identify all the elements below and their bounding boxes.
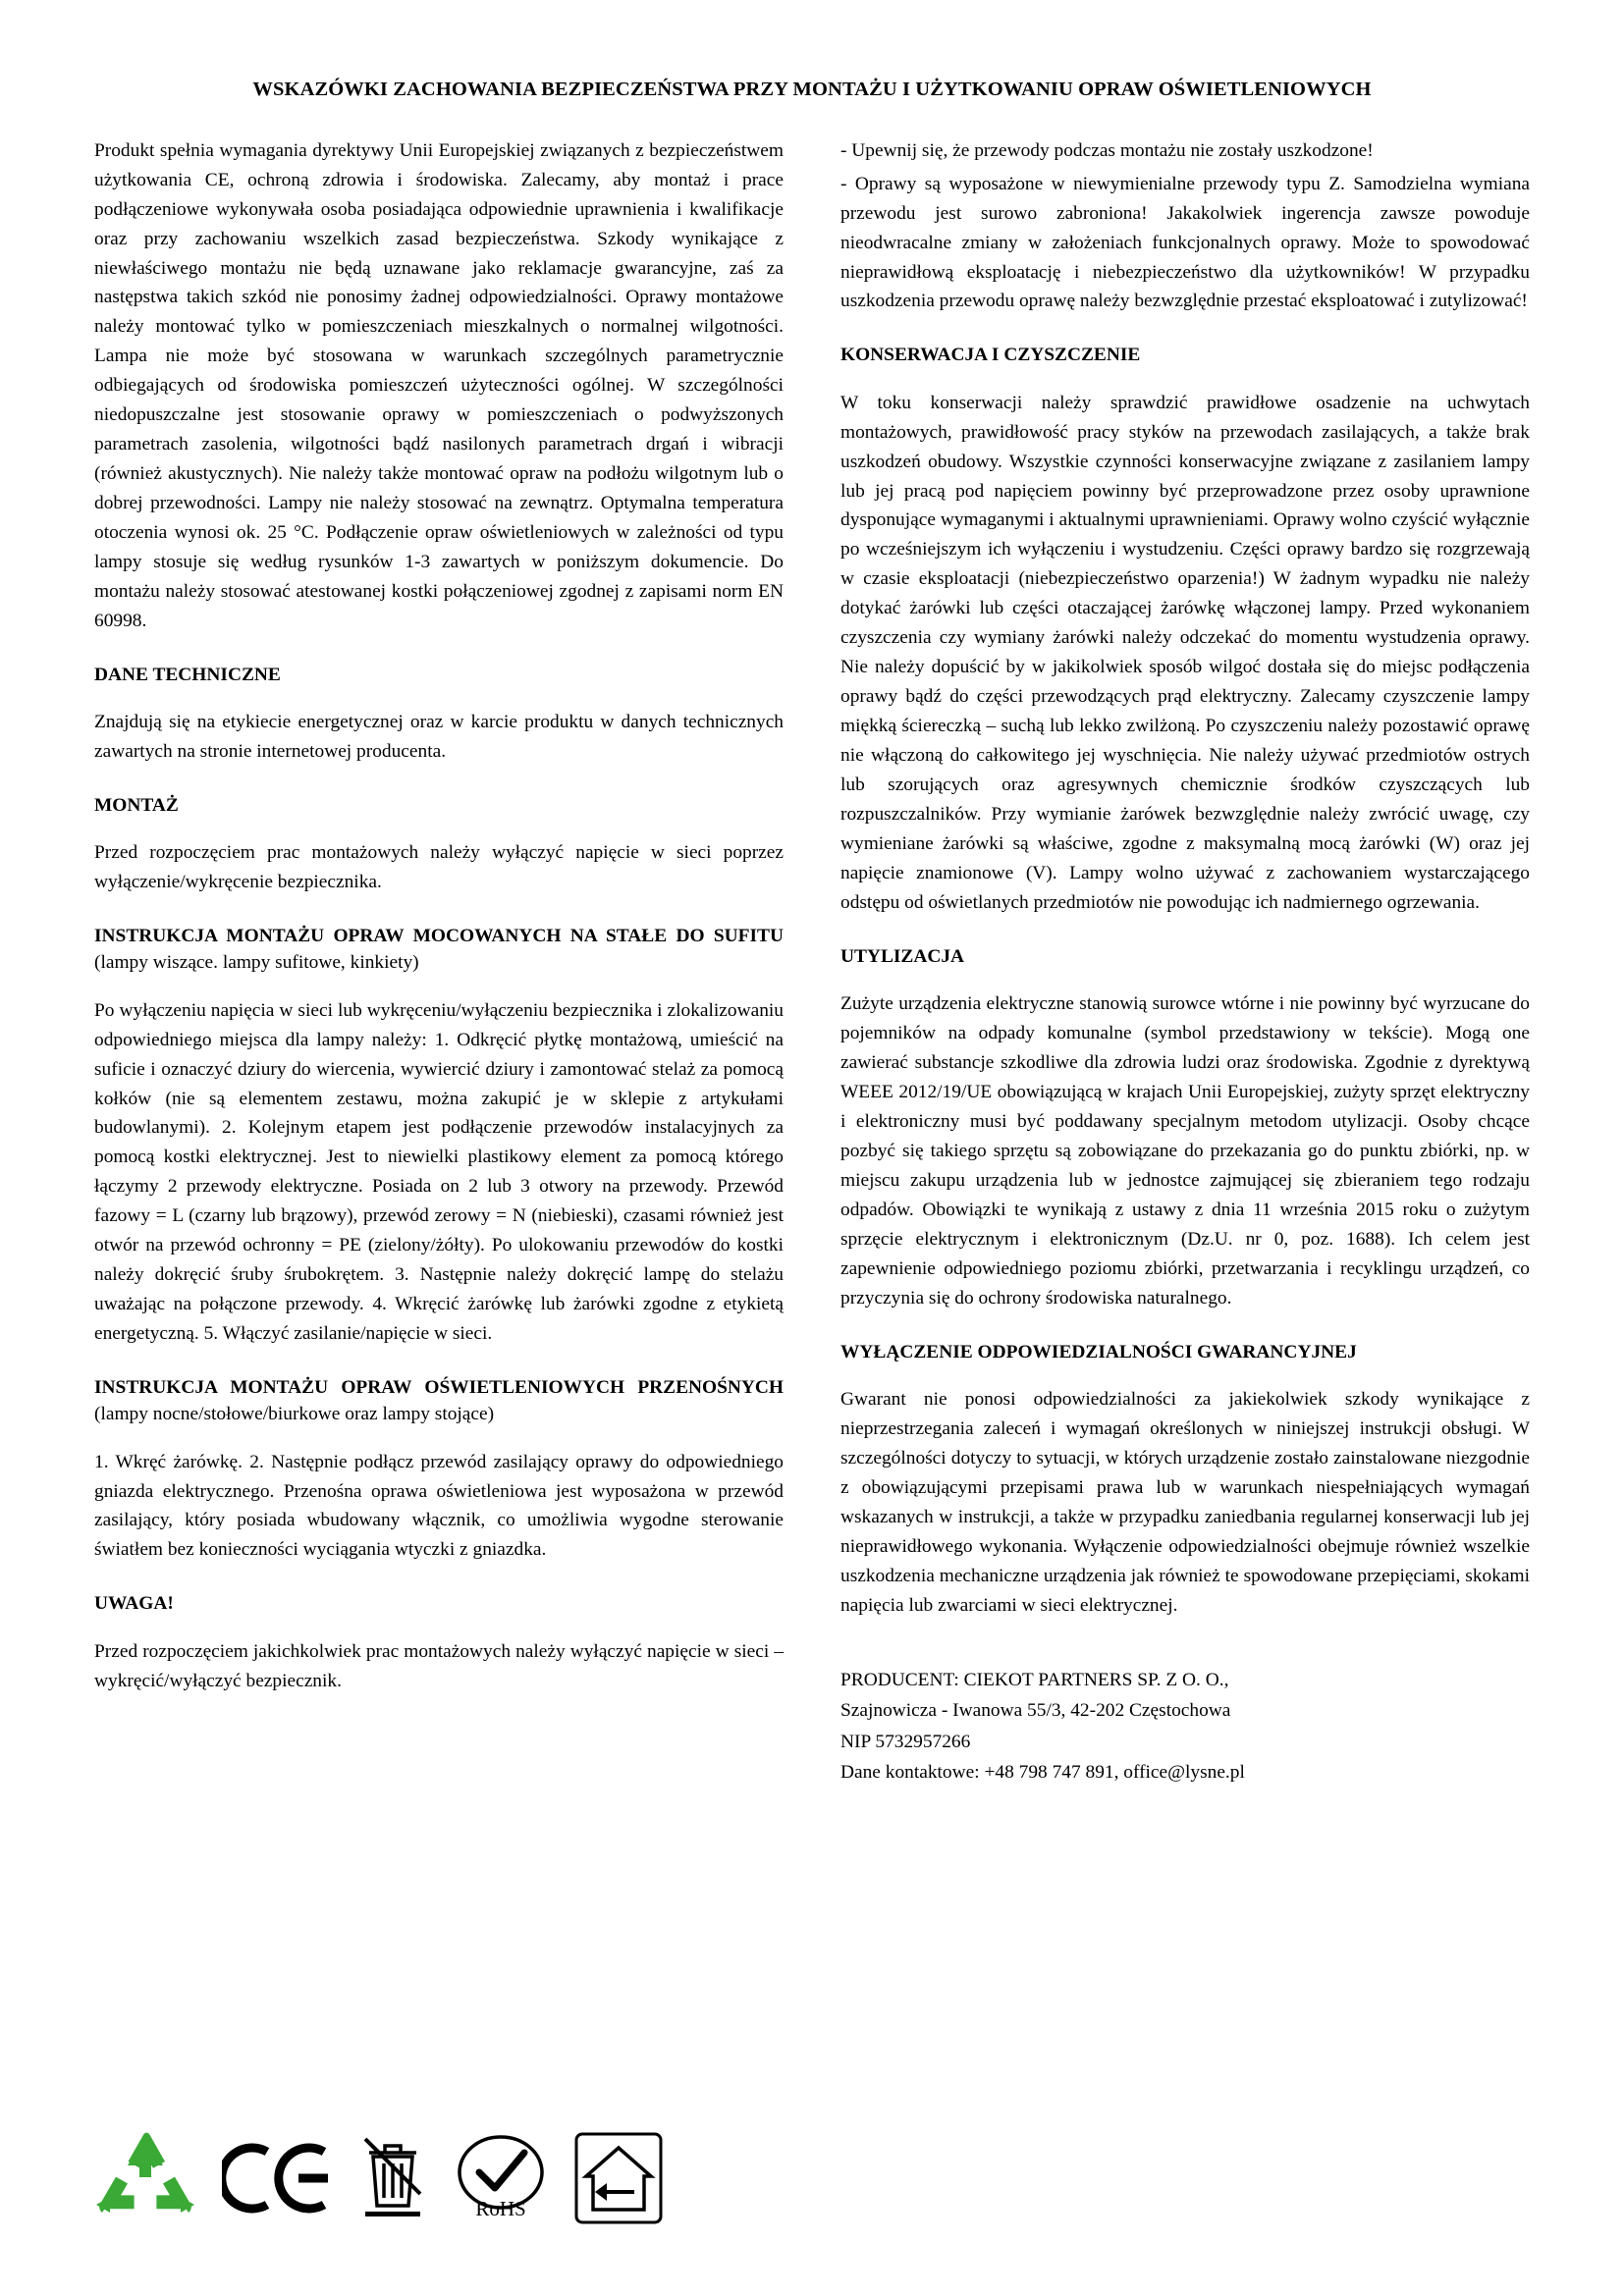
heading-instrukcja-stale-bold: INSTRUKCJA MONTAŻU OPRAW MOCOWANYCH NA STAŁE DO SUFITU — [94, 926, 784, 947]
ce-mark-icon — [222, 2139, 332, 2217]
left-column — [94, 136, 784, 1696]
heading-instrukcja-przenosne-note: (lampy nocne/stołowe/biurkowe oraz lampy stojące) — [94, 1404, 495, 1425]
intro-paragraph: Produkt spełnia wymagania dyrektywy Unii Europejskiej związanych z bezpieczeństwem użytkowania CE, ochroną zdrowia i środowiska. Zalecamy, aby montaż i prace podłączeniowe wykonywała osoba posiadająca odpowiednie uprawnienia i kwalifikacje oraz przy zachowaniu wszelkich zasad bezpieczeństwa. Szkody wynikające z niewłaściwego montażu nie będą uznawane jako reklamacje gwarancyjne, zaś za następstwa takich szkód nie ponosimy żadnej odpowiedzialności. Oprawy montażowe należy montować tylko w pomieszczeniach mieszkalnych o normalnej wilgotności. Lampa nie może być stosowana w warunkach szczególnych parametrycznie odbiegających od środowiska pomieszczeń użyteczności ogólnej. W szczególności niedopuszczalne jest stosowanie oprawy w pomieszczeniach o podwyższonych parametrach zasolenia, wilgotności bądź nasilonych parametrach drgań i wibracji (również akustycznych). Nie należy także montować opraw na podłożu wilgotnym lub o dobrej przewodności. Lampy nie należy stosować na zewnątrz. Optymalna temperatura otoczenia wynosi ok. 25 °C. Podłączenie opraw oświetleniowych w zależności od typu lampy stosuje się według rysunków 1-3 zawartych w poniższym dokumencie. Do montażu należy stosować atestowanej kostki połączeniowej zgodnej z zapisami norm EN 60998. — [94, 139, 784, 632]
heading-instrukcja-stale-note: (lampy wiszące. lampy sufitowe, kinkiety) — [94, 952, 419, 974]
heading-konserwacja: KONSERWACJA I CZYSZCZENIE — [840, 345, 1141, 366]
heading-wylaczenie-odpowiedzialnosci: WYŁĄCZENIE ODPOWIEDZIALNOŚCI GWARANCYJNEJ — [840, 1341, 1357, 1362]
producer-name: PRODUCENT: CIEKOT PARTNERS SP. Z O. O., — [840, 1669, 1229, 1690]
paragraph-montaz: Przed rozpoczęciem prac montażowych należy wyłączyć napięcie w sieci poprzez wyłączenie/wykręcenie bezpiecznika. — [94, 842, 784, 893]
paragraph-konserwacja: W toku konserwacji należy sprawdzić prawidłowe osadzenie na uchwytach montażowych, prawidłowość pracy styków na przewodach zasilających, a także brak uszkodzeń obudowy. Wszystkie czynności konserwacyjne związane z zasilaniem lampy lub jej pracą pod napięciem powinny być przeprowadzone przez osoby uprawnione dysponujące wymaganymi i aktualnymi uprawnieniami. Oprawy wolno czyścić wyłącznie po wcześniejszym ich wyłączeniu i wystudzeniu. Części oprawy bardzo się rozgrzewają w czasie eksploatacji (niebezpieczeństwo oparzenia!) W żadnym wypadku nie należy dotykać żarówki lub części otaczającej żarówkę włączonej lampy. Przed wykonaniem czyszczenia czy wymiany żarówki należy odczekać do momentu wystudzenia oprawy. Nie należy dopuścić by w jakikolwiek sposób wilgoć dostała się do miejsc podłączenia oprawy bądź do części przewodzących prąd elektryczny. Zalecamy czyszczenie lampy miękką ściereczką – suchą lub lekko zwilżoną. Po czyszczeniu należy pozostawić oprawę nie włączoną do całkowitego jej wyschnięcia. Nie należy używać przedmiotów ostrych lub szorujących oraz agresywnych chemicznie środków czyszczących lub rozpuszczalników. Przy wymianie żarówek bezwzględnie należy zwrócić uwagę, czy wymieniane żarówki są właściwe, zgodne z maksymalną mocą żarówki (W) oraz jej napięcie znamionowe (V). Lampy wolno używać z zachowaniem wystarczającego odstępu od oświetlanych przedmiotów nie powodując ich nadmiernego ogrzewania. — [840, 392, 1530, 914]
recycle-icon — [94, 2132, 196, 2224]
producer-contact: Dane kontaktowe: +48 798 747 891, office@lysne.pl — [840, 1762, 1245, 1784]
right-column — [840, 136, 1530, 1789]
paragraph-wylaczenie-odpowiedzialnosci: Gwarant nie ponosi odpowiedzialności za jakiekolwiek szkody wynikające z nieprzestrzegania zaleceń i wymagań określonych w niniejszej instrukcji obsługi. W szczególności dotyczy to sytuacji, w których urządzenie zostało zainstalowane niezgodnie z obowiązującymi przepisami prawa lub w warunkach niespełniających wymagań wskazanych w instrukcji, a także w przypadku zaniedbania regularnej konserwacji lub jej nieprawidłowego wykonania. Wyłączenie odpowiedzialności obejmuje również wszelkie uszkodzenia mechaniczne urządzenia jak również te spowodowane przepięciami, skokami napięcia lub zwarciami w sieci elektrycznej. — [840, 1389, 1530, 1616]
paragraph-instrukcja-stale: Po wyłączeniu napięcia w sieci lub wykręceniu/wyłączeniu bezpiecznika i zlokalizowaniu odpowiedniego miejsca dla lampy należy: 1. Odkręcić płytkę montażową, umieścić na suficie i oznaczyć dziury do wiercenia, wywiercić dziury i zamontować stelaż za pomocą kołków (nie są elementem zestawu, można zakupić je w sklepie z artykułami budowlanymi). 2. Kolejnym etapem jest podłączenie przewodów instalacyjnych za pomocą kostki elektrycznej. Jest to niewielki plastikowy element za pomocą którego łączymy 2 przewody elektryczne. Posiada on 2 lub 3 otwory na przewody. Przewód fazowy = L (czarny lub brązowy), przewód zerowy = N (niebieski), czasami również jest otwór na przewód ochronny = PE (zielony/żółty). Po ulokowaniu przewodów do kostki należy dokręcić śruby śrubokrętem. 3. Następnie należy dokręcić lampę do stelażu uważając na połączone przewody. 4. Wkręcić żarówkę lub żarówki zgodne z etykietą energetyczną. 5. Włączyć zasilanie/napięcie w sieci. — [94, 999, 784, 1345]
certification-icons-row — [94, 2131, 664, 2225]
indoor-use-icon — [573, 2131, 664, 2225]
page-title: WSKAZÓWKI ZACHOWANIA BEZPIECZEŃSTWA PRZY MONTAŻU I UŻYTKOWANIU OPRAW OŚWIETLENIOWYCH — [252, 79, 1372, 100]
paragraph-instrukcja-przenosne: 1. Wkręć żarówkę. 2. Następnie podłącz przewód zasilający oprawy do odpowiedniego gniazda elektrycznego. Przenośna oprawa oświetleniowa jest wyposażona w przewód zasilający, który posiada wbudowany włącznik, co umożliwia wygodne sterowanie światłem bez konieczności wyciągania wtyczki z gniazdka. — [94, 1451, 784, 1561]
paragraph-dane-techniczne: Znajdują się na etykiecie energetycznej oraz w karcie produktu w danych technicznych zawartych na stronie internetowej producenta. — [94, 712, 784, 763]
producer-address: Szajnowicza - Iwanowa 55/3, 42-202 Częstochowa — [840, 1700, 1231, 1722]
weee-crossed-bin-icon — [357, 2133, 428, 2223]
svg-text:RoHS: RoHS — [475, 2197, 526, 2220]
heading-instrukcja-przenosne-bold: INSTRUKCJA MONTAŻU OPRAW OŚWIETLENIOWYCH PRZENOŚNYCH — [94, 1377, 784, 1399]
producer-details — [840, 1666, 1530, 1788]
heading-dane-techniczne: DANE TECHNICZNE — [94, 665, 281, 686]
heading-instrukcja-przenosne — [94, 1374, 784, 1427]
paragraph-utylizacja: Zużyte urządzenia elektryczne stanowią surowce wtórne i nie powinny być wyrzucane do pojemników na odpady komunalne (symbol przedstawiony w tekście). Mogą one zawierać substancje szkodliwe dla zdrowia ludzi oraz środowiska. Zgodnie z dyrektywą WEEE 2012/19/UE obowiązującą w krajach Unii Europejskiej, zużyty sprzęt elektryczny i elektroniczny musi być poddawany specjalnym metodom utylizacji. Osoby chcące pozbyć się takiego sprzętu są zobowiązane do przekazania go do punktu zbiórki, np. w miejscu zakupu urządzenia lub w jednostce zajmującej się zbieraniem tego rodzaju odpadów. Obowiązki te wynikają z ustawy z dnia 11 września 2015 roku o zużytym sprzęcie elektrycznym i elektronicznym (Dz.U. nr 0, poz. 1688). Ich celem jest zapewnienie odpowiedniego poziomu zbiórki, przetwarzania i recyklingu urządzeń, co przyczynia się do ochrony środowiska naturalnego. — [840, 993, 1530, 1308]
safety-bullet-list — [840, 136, 1530, 317]
two-column-layout — [94, 136, 1530, 1789]
safety-bullet-1: - Upewnij się, że przewody podczas montażu nie zostały uszkodzone! — [840, 139, 1374, 161]
heading-instrukcja-stale — [94, 923, 784, 976]
heading-utylizacja: UTYLIZACJA — [840, 946, 965, 968]
paragraph-uwaga: Przed rozpoczęciem jakichkolwiek prac montażowych należy wyłączyć napięcie w sieci – wykręcić/wyłączyć bezpiecznik. — [94, 1640, 784, 1691]
heading-montaz: MONTAŻ — [94, 795, 179, 817]
heading-uwaga: UWAGA! — [94, 1593, 174, 1615]
producer-nip: NIP 5732957266 — [840, 1731, 971, 1752]
safety-bullet-2: - Oprawy są wyposażone w niewymienialne przewody typu Z. Samodzielna wymiana przewodu jest surowo zabroniona! Jakakolwiek ingerencja zawsze powoduje nieodwracalne zmiany w założeniach funkcjonalnych oprawy. Może to spowodować nieprawidłową eksploatację i niebezpieczeństwo dla użytkowników! W przypadku uszkodzenia przewodu oprawę należy bezwzględnie przestać eksploatować i zutylizować! — [840, 173, 1530, 312]
rohs-icon — [454, 2133, 548, 2223]
